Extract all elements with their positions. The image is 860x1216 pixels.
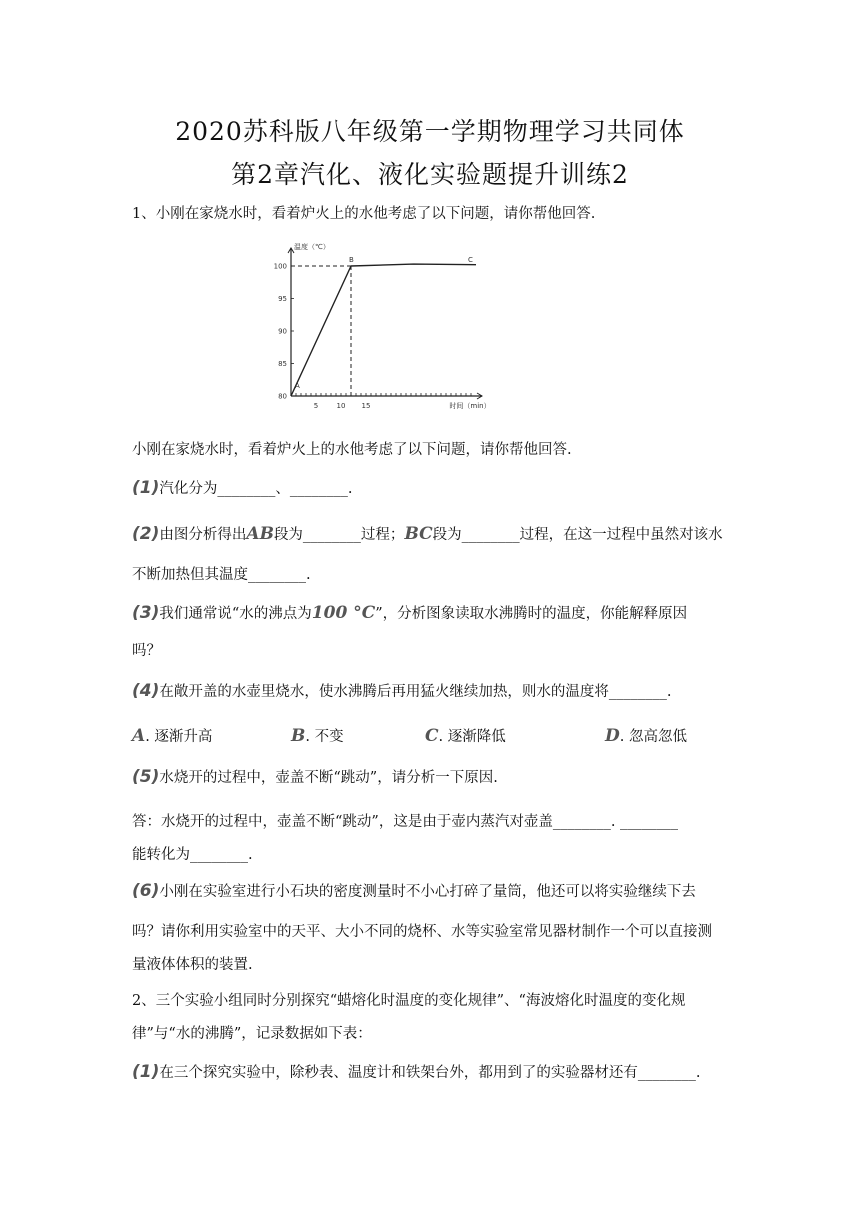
option-b [291, 725, 344, 746]
temperature-time-chart [270, 236, 492, 416]
sub1-text: 汽化分为________、________. [159, 481, 353, 497]
q2-sub1-text: 在三个探究实验中，除秒表、温度计和铁架台外，都用到了的实验器材还有________. [159, 1065, 701, 1081]
q1-sub1 [132, 478, 742, 499]
sub-number: (3) [132, 603, 160, 623]
point-label-b: B [349, 256, 354, 264]
sub2-text-a: 由图分析得出 [159, 527, 247, 543]
option-text: . 逐渐降低 [438, 729, 506, 745]
option-letter: B [291, 726, 306, 746]
sub4-text: 在敞开盖的水壶里烧水，使水沸腾后再用猛火继续加热，则水的温度将________. [159, 684, 672, 700]
y-tick-label: 90 [278, 327, 287, 336]
point-label-c: C [468, 256, 473, 264]
option-d [605, 725, 687, 746]
boiling-point-value: 100 °C [311, 603, 376, 623]
q2-intro-line2: 律”与“水的沸腾”，记录数据如下表： [132, 1026, 372, 1042]
q1-sub2-line2: 不断加热但其温度________. [132, 567, 311, 583]
q1-sub6-line2: 吗？请你利用实验室中的天平、大小不同的烧杯、水等实验室常见器材制作一个可以直接测 [132, 924, 712, 940]
sub-number: (1) [132, 1062, 160, 1082]
option-letter: C [425, 726, 439, 746]
sub3-text-b: ”，分析图象读取水沸腾时的温度，你能解释原因 [375, 606, 688, 622]
option-text: . 不变 [305, 729, 344, 745]
sub5-text: 水烧开的过程中，壶盖不断“跳动”，请分析一下原因. [159, 770, 498, 786]
y-tick-label: 80 [278, 392, 287, 401]
q1-sub4 [132, 681, 742, 702]
sub6-text: 小刚在实验室进行小石块的密度测量时不小心打碎了量筒，他还可以将实验继续下去 [159, 884, 696, 900]
q1-sub5 [132, 767, 742, 788]
temperature-curve [291, 264, 476, 396]
sub-number: (2) [132, 524, 160, 544]
q1-intro: 1、小刚在家烧水时，看着炉火上的水他考虑了以下问题，请你帮他回答. [132, 206, 596, 222]
x-tick-label: 5 [313, 402, 319, 410]
y-tick-label: 95 [278, 295, 287, 303]
q1-sub6 [132, 881, 742, 902]
y-tick-label: 85 [278, 360, 287, 368]
point-label-a: A [295, 382, 300, 390]
segment-ab: AB [246, 524, 274, 544]
option-letter: D [605, 726, 620, 746]
x-axis-title: 时间（min） [449, 402, 491, 410]
q1-sub2 [132, 524, 742, 545]
q1-sub6-line3: 量液体体积的装置. [132, 957, 253, 973]
sub-number: (4) [132, 681, 160, 701]
sub-number: (6) [132, 881, 160, 901]
x-tick-label: 10 [336, 402, 346, 410]
doc-title-line2: 第2章汽化、液化实验题提升训练2 [231, 160, 629, 189]
q2-intro-line1: 2、三个实验小组同时分别探究“蜡熔化时温度的变化规律”、“海波熔化时温度的变化规 [132, 993, 686, 1009]
segment-bc: BC [404, 524, 433, 544]
y-axis-title: 温度（℃） [294, 243, 330, 251]
q2-sub1 [132, 1062, 742, 1083]
sub2-text-b: 段为________过程； [273, 527, 405, 543]
option-text: . 忽高忽低 [619, 729, 687, 745]
q1-sub5-answer2: 能转化为________. [132, 847, 253, 863]
sub3-text-a: 我们通常说“水的沸点为 [159, 606, 312, 622]
sub2-text-c: 段为________过程，在这一过程中虽然对该水 [432, 527, 723, 543]
x-tick-label: 15 [361, 402, 371, 410]
sub-number: (1) [132, 478, 160, 498]
option-a [132, 725, 212, 746]
sub-number: (5) [132, 767, 160, 787]
option-text: . 逐渐升高 [145, 729, 213, 745]
q1-sub5-answer1: 答：水烧开的过程中，壶盖不断“跳动”，这是由于壶内蒸汽对壶盖________. ________ [132, 814, 679, 830]
option-letter: A [132, 726, 146, 746]
y-tick-label: 100 [273, 262, 287, 271]
q1-repeat-intro: 小刚在家烧水时，看着炉火上的水他考虑了以下问题，请你帮他回答. [132, 442, 572, 458]
q1-sub3-line2: 吗？ [132, 643, 161, 659]
q1-sub3 [132, 603, 742, 624]
option-c [425, 725, 506, 746]
doc-title-line1: 2020苏科版八年级第一学期物理学习共同体 [175, 117, 685, 146]
